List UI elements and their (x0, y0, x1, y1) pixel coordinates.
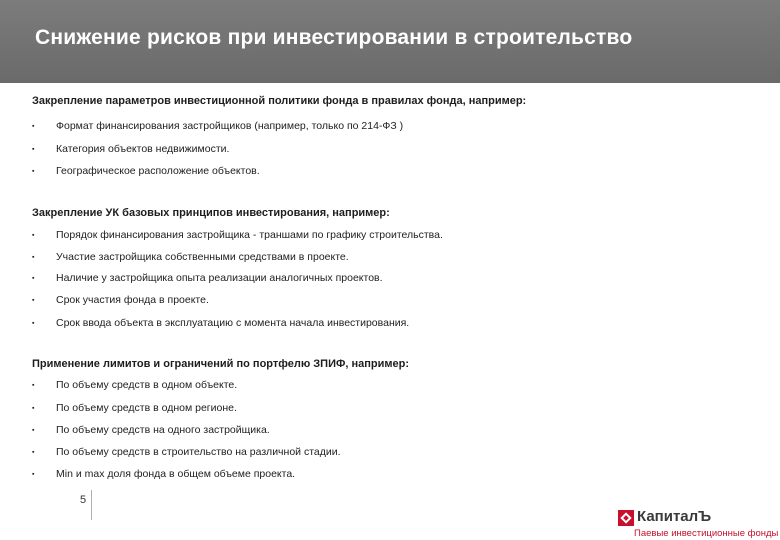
bullet-icon: ▪ (32, 471, 35, 478)
bullet-icon: ▪ (32, 297, 35, 304)
section-heading: Применение лимитов и ограничений по портфелю ЗПИФ, например: (32, 358, 410, 370)
bullet-icon: ▪ (32, 427, 35, 434)
bullet-icon: ▪ (32, 382, 35, 389)
bullet-icon: ▪ (32, 405, 35, 412)
page-divider (91, 490, 92, 520)
bullet-icon: ▪ (32, 275, 35, 282)
logo-subtitle: Паевые инвестиционные фонды (634, 528, 779, 539)
page-number: 5 (80, 494, 87, 506)
bullet-icon: ▪ (32, 320, 35, 327)
slide-title: Снижение рисков при инвестировании в строительство (35, 26, 633, 49)
bullet-icon: ▪ (32, 232, 35, 239)
bullet-icon: ▪ (32, 123, 35, 130)
bullet-icon: ▪ (32, 254, 35, 261)
bullet-icon: ▪ (32, 146, 35, 153)
logo-name: КапиталЪ (637, 508, 712, 525)
section-heading: Закрепление параметров инвестиционной политики фонда в правилах фонда, например: (32, 95, 527, 107)
bullet-icon: ▪ (32, 168, 35, 175)
slide-header (0, 0, 780, 83)
bullet-icon: ▪ (32, 449, 35, 456)
section-heading: Закрепление УК базовых принципов инвестирования, например: (32, 207, 390, 219)
logo-mark-icon (618, 510, 634, 526)
